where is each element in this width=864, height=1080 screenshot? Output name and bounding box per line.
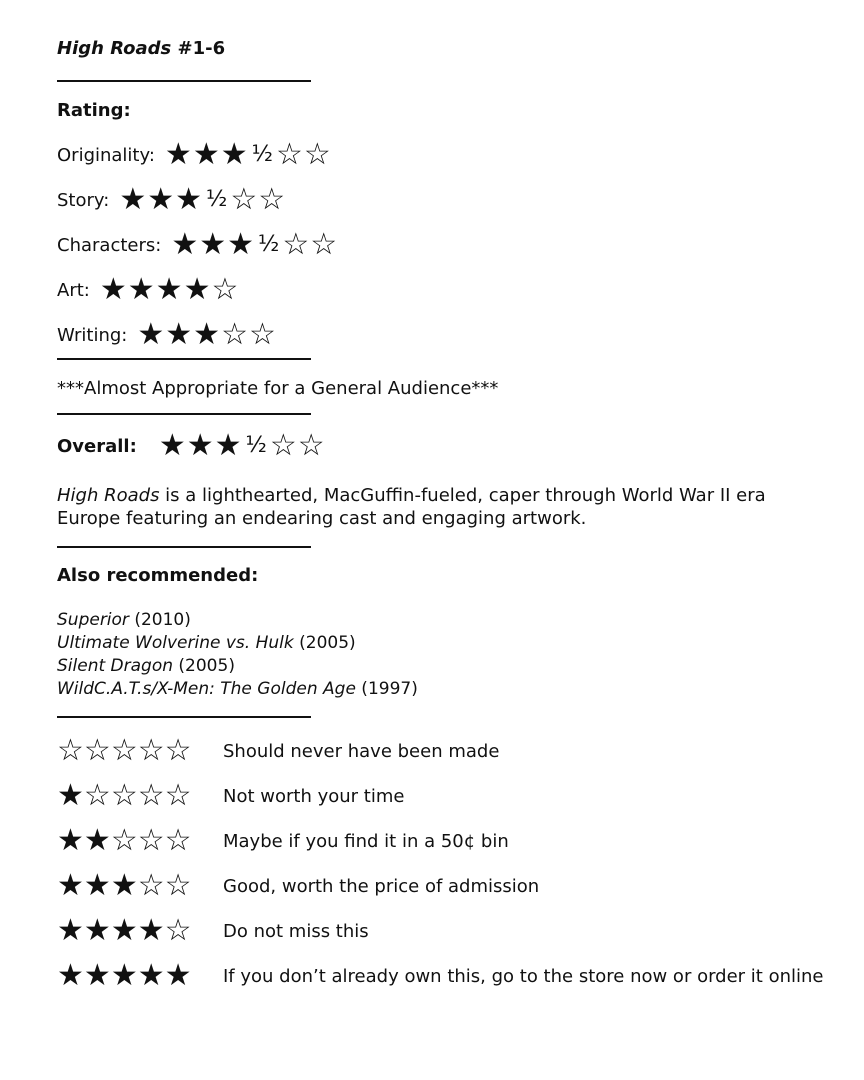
star-filled-icon: ★	[57, 868, 84, 903]
overall-label: Overall:	[57, 435, 137, 457]
book-title: Ultimate Wolverine vs. Hulk	[57, 633, 294, 653]
star-filled-icon: ★	[164, 958, 192, 993]
rating-label: Characters:	[57, 234, 162, 256]
star-empty-icon: ☆	[275, 137, 303, 172]
star-filled-icon: ★	[137, 958, 165, 993]
star-filled-icon: ★	[158, 428, 186, 463]
book-title: WildC.A.T.s/X-Men: The Golden Age	[57, 679, 356, 699]
star-filled-icon: ★	[165, 317, 193, 352]
rating-label: Art:	[57, 279, 90, 301]
divider	[57, 546, 311, 548]
star-empty-icon: ☆	[164, 823, 192, 858]
star-empty-icon: ☆	[310, 227, 338, 262]
half-star-symbol: ½	[258, 232, 280, 257]
star-rating	[119, 182, 286, 217]
star-rating	[164, 137, 332, 172]
legend-stars	[57, 958, 223, 993]
book-title: Superior	[57, 610, 129, 630]
recommended-list	[57, 609, 418, 701]
star-filled-icon: ★	[199, 227, 227, 262]
star-filled-icon: ★	[171, 227, 199, 262]
star-filled-icon: ★	[193, 317, 221, 352]
divider	[57, 358, 311, 360]
star-filled-icon: ★	[155, 272, 183, 307]
legend-row-5	[57, 958, 824, 993]
star-empty-icon: ☆	[258, 182, 286, 217]
list-item	[57, 632, 418, 655]
legend-stars	[57, 823, 223, 858]
star-filled-icon: ★	[147, 182, 175, 217]
star-filled-icon: ★	[57, 958, 84, 993]
star-empty-icon: ☆	[83, 778, 111, 813]
star-filled-icon: ★	[192, 137, 220, 172]
star-empty-icon: ☆	[211, 272, 239, 307]
star-filled-icon: ★	[57, 778, 84, 813]
star-empty-icon: ☆	[297, 428, 325, 463]
rating-label: Originality:	[57, 144, 155, 166]
legend-description: Good, worth the price of admission	[223, 875, 540, 897]
star-empty-icon: ☆	[164, 733, 192, 768]
legend-row-0	[57, 733, 500, 768]
star-filled-icon: ★	[164, 137, 192, 172]
star-filled-icon: ★	[57, 913, 84, 948]
star-filled-icon: ★	[99, 272, 127, 307]
star-filled-icon: ★	[220, 137, 248, 172]
star-empty-icon: ☆	[282, 227, 310, 262]
star-filled-icon: ★	[83, 913, 111, 948]
legend-row-1	[57, 778, 405, 813]
star-filled-icon: ★	[83, 958, 111, 993]
star-empty-icon: ☆	[164, 868, 192, 903]
summary-text: is a lighthearted, MacGuffin-fueled, caper through World War II era Europe featuring an endearing cast and engaging artwork.	[57, 485, 766, 529]
star-filled-icon: ★	[119, 182, 147, 217]
book-year: (1997)	[355, 679, 418, 699]
star-filled-icon: ★	[137, 913, 165, 948]
legend-stars	[57, 778, 223, 813]
overall-row	[57, 428, 326, 463]
title-issue: #1-6	[171, 38, 226, 59]
legend-description: Should never have been made	[223, 740, 500, 762]
legend-description: Do not miss this	[223, 920, 369, 942]
star-empty-icon: ☆	[57, 733, 84, 768]
star-empty-icon: ☆	[110, 733, 138, 768]
star-empty-icon: ☆	[137, 778, 165, 813]
rating-heading: Rating:	[57, 100, 131, 121]
star-empty-icon: ☆	[303, 137, 331, 172]
star-empty-icon: ☆	[110, 778, 138, 813]
star-empty-icon: ☆	[137, 868, 165, 903]
list-item	[57, 609, 418, 632]
legend-description: If you don’t already own this, go to the store now or order it online	[223, 965, 824, 987]
legend-stars	[57, 733, 223, 768]
book-year: (2005)	[293, 633, 356, 653]
audience-note: ***Almost Appropriate for a General Audience***	[57, 378, 499, 399]
overall-star-rating	[158, 428, 326, 463]
book-year: (2010)	[128, 610, 191, 630]
book-title: Silent Dragon	[57, 656, 174, 676]
recommended-heading: Also recommended:	[57, 565, 259, 586]
divider	[57, 80, 311, 82]
star-filled-icon: ★	[110, 913, 138, 948]
list-item	[57, 678, 418, 701]
star-empty-icon: ☆	[164, 778, 192, 813]
half-star-symbol: ½	[251, 142, 273, 167]
legend-row-4	[57, 913, 369, 948]
legend-description: Not worth your time	[223, 785, 405, 807]
half-star-symbol: ½	[245, 433, 267, 458]
divider	[57, 716, 311, 718]
star-rating	[137, 317, 277, 352]
star-empty-icon: ☆	[137, 823, 165, 858]
star-filled-icon: ★	[175, 182, 203, 217]
legend-stars	[57, 913, 223, 948]
star-filled-icon: ★	[110, 958, 138, 993]
star-filled-icon: ★	[83, 823, 111, 858]
rating-row-characters	[57, 227, 338, 262]
star-empty-icon: ☆	[221, 317, 248, 352]
summary-title: High Roads	[57, 485, 160, 506]
star-filled-icon: ★	[110, 868, 138, 903]
star-empty-icon: ☆	[137, 733, 165, 768]
star-empty-icon: ☆	[83, 733, 111, 768]
rating-row-story	[57, 182, 286, 217]
star-filled-icon: ★	[127, 272, 155, 307]
rating-row-writing	[57, 317, 277, 352]
star-empty-icon: ☆	[164, 913, 192, 948]
star-filled-icon: ★	[57, 823, 84, 858]
rating-label: Writing:	[57, 324, 128, 346]
review-summary	[57, 484, 817, 530]
star-empty-icon: ☆	[110, 823, 138, 858]
divider	[57, 413, 311, 415]
star-filled-icon: ★	[186, 428, 214, 463]
rating-row-originality	[57, 137, 332, 172]
rating-label: Story:	[57, 189, 110, 211]
star-rating	[171, 227, 338, 262]
legend-description: Maybe if you find it in a 50¢ bin	[223, 830, 509, 852]
star-empty-icon: ☆	[230, 182, 258, 217]
book-year: (2005)	[173, 656, 235, 676]
page-title	[57, 38, 225, 59]
legend-row-2	[57, 823, 509, 858]
star-filled-icon: ★	[227, 227, 255, 262]
legend-stars	[57, 868, 223, 903]
star-filled-icon: ★	[183, 272, 211, 307]
half-star-symbol: ½	[206, 187, 228, 212]
star-filled-icon: ★	[214, 428, 242, 463]
star-filled-icon: ★	[83, 868, 111, 903]
star-empty-icon: ☆	[269, 428, 297, 463]
star-empty-icon: ☆	[248, 317, 276, 352]
rating-row-art	[57, 272, 239, 307]
title-italic: High Roads	[57, 38, 172, 59]
legend-row-3	[57, 868, 540, 903]
star-filled-icon: ★	[137, 317, 165, 352]
star-rating	[99, 272, 240, 307]
list-item	[57, 655, 418, 678]
